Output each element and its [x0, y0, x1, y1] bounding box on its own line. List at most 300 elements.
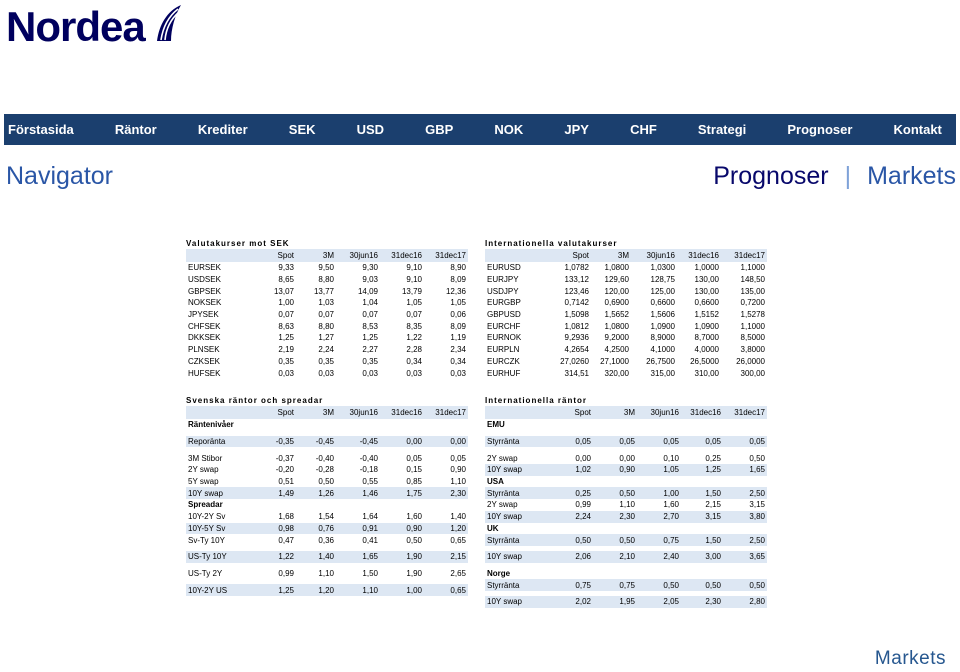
row-label: 10Y swap	[186, 487, 252, 499]
value-cell	[336, 499, 380, 511]
row-label: 10Y-2Y US	[186, 584, 252, 596]
value-cell: 26,7500	[646, 356, 675, 366]
section-label: USA	[487, 477, 504, 487]
table-row	[186, 464, 468, 476]
table-row	[186, 584, 468, 596]
value-cell	[723, 523, 767, 535]
value-cell: 1,00	[278, 298, 294, 308]
table-row	[186, 568, 468, 580]
markets-footer-logo: Markets	[874, 648, 946, 669]
value-cell	[252, 419, 296, 431]
intl-rates-table	[485, 406, 767, 608]
value-cell: 0,03	[362, 368, 378, 378]
nav-chf[interactable]: CHF	[630, 122, 657, 137]
row-label: 10Y-2Y Sv	[188, 512, 226, 522]
value-cell	[424, 499, 468, 511]
value-cell: -0,35	[252, 436, 296, 448]
value-cell: 1,95	[593, 596, 637, 608]
table-row	[485, 436, 767, 448]
table-row	[485, 262, 767, 274]
value-cell: 1,10	[318, 568, 334, 578]
section-row	[485, 419, 767, 431]
value-cell: 2,28	[406, 345, 422, 355]
value-cell: 130,00	[694, 286, 719, 296]
value-cell: -0,40	[359, 453, 378, 463]
value-cell: -0,45	[336, 436, 380, 448]
value-cell	[547, 568, 593, 580]
navigator-title: Navigator	[6, 162, 113, 190]
intl-fx-table	[485, 249, 767, 379]
value-cell: 2,50	[723, 487, 767, 499]
value-cell: 0,05	[593, 436, 637, 448]
table-row	[186, 511, 468, 523]
value-cell: 8,5000	[740, 333, 765, 343]
value-cell: 8,7000	[694, 333, 719, 343]
value-cell: 0,50	[637, 579, 681, 591]
value-cell	[424, 419, 468, 431]
header-cell: 30jun16	[336, 406, 380, 419]
value-cell: 0,6600	[694, 298, 719, 308]
value-cell: 26,5000	[690, 356, 719, 366]
section-row	[485, 523, 767, 535]
value-cell: 8,53	[362, 321, 378, 331]
header-label	[186, 249, 256, 262]
row-label: EURNOK	[487, 333, 522, 343]
value-cell: 0,51	[278, 477, 294, 487]
panel-title: Internationella räntor	[485, 396, 588, 405]
header-label	[485, 249, 545, 262]
value-cell: 1,00	[380, 584, 424, 596]
value-cell: 0,50	[406, 535, 422, 545]
se-rates-panel	[186, 396, 468, 596]
value-cell: 1,10	[336, 584, 380, 596]
value-cell: 1,20	[424, 523, 468, 535]
value-cell: 26,0000	[736, 356, 765, 366]
value-cell: 0,34	[406, 356, 422, 366]
value-cell	[296, 499, 336, 511]
value-cell: 1,0900	[650, 321, 675, 331]
table-header	[485, 406, 767, 419]
value-cell: 1,5606	[650, 310, 675, 320]
table-row	[485, 274, 767, 286]
value-cell: 8,9000	[650, 333, 675, 343]
value-cell: 1,90	[380, 551, 424, 563]
table-body	[485, 262, 767, 379]
value-cell: 0,06	[450, 310, 466, 320]
value-cell: 1,10	[450, 477, 466, 487]
value-cell: 8,09	[450, 321, 466, 331]
value-cell	[681, 523, 723, 535]
value-cell	[547, 523, 593, 535]
row-label: 10Y swap	[485, 551, 547, 563]
table-row	[485, 356, 767, 368]
header-cell: 31dec17	[721, 249, 767, 262]
row-label: JPYSEK	[188, 310, 219, 320]
header-cell: 31dec17	[424, 406, 468, 419]
logo-wordmark: Nordea	[6, 3, 145, 50]
nav-usd[interactable]: USD	[356, 122, 385, 137]
nav-sek[interactable]: SEK	[288, 122, 316, 137]
value-cell: 1,25	[252, 584, 296, 596]
nav-nok[interactable]: NOK	[494, 122, 524, 137]
value-cell: 9,2000	[604, 333, 629, 343]
value-cell: 0,91	[336, 523, 380, 535]
value-cell: 0,90	[450, 465, 466, 475]
value-cell: -0,37	[275, 453, 294, 463]
value-cell: 1,40	[450, 512, 466, 522]
header-cell: 3M	[296, 249, 336, 262]
nordea-logo[interactable]	[6, 4, 185, 50]
value-cell: 0,65	[450, 535, 466, 545]
value-cell	[637, 476, 681, 488]
value-cell: 1,00	[637, 487, 681, 499]
value-cell: 0,65	[424, 584, 468, 596]
value-cell: 1,27	[318, 333, 334, 343]
row-label: EURCZK	[487, 356, 520, 366]
value-cell: 1,26	[296, 487, 336, 499]
value-cell: 0,03	[406, 368, 422, 378]
value-cell: 9,33	[278, 263, 294, 273]
value-cell: 27,0260	[560, 356, 589, 366]
value-cell: 8,09	[450, 275, 466, 285]
value-cell: 0,07	[362, 310, 378, 320]
sek-fx-panel	[186, 239, 468, 379]
value-cell: 0,50	[318, 477, 334, 487]
value-cell: 1,05	[637, 464, 681, 476]
value-cell: 2,02	[547, 596, 593, 608]
value-cell: 133,12	[564, 275, 589, 285]
row-label: EURJPY	[487, 275, 519, 285]
table-body	[485, 419, 767, 608]
value-cell: 0,03	[318, 368, 334, 378]
nav-rantor[interactable]: Räntor	[114, 122, 157, 137]
table-row	[186, 274, 468, 286]
value-cell: 9,10	[406, 263, 422, 273]
header-cell: 3M	[591, 249, 631, 262]
row-label: USDSEK	[188, 275, 221, 285]
value-cell: 2,30	[681, 596, 723, 608]
value-cell: 8,35	[406, 321, 422, 331]
value-cell: 0,05	[406, 453, 422, 463]
value-cell: 314,51	[564, 368, 589, 378]
row-label: EURPLN	[487, 345, 520, 355]
value-cell: 1,02	[547, 464, 593, 476]
nav-kontakt[interactable]: Kontakt	[893, 122, 942, 137]
value-cell: 13,07	[273, 286, 294, 296]
nav-jpy[interactable]: JPY	[564, 122, 589, 137]
value-cell: 1,5652	[604, 310, 629, 320]
value-cell: 0,03	[450, 368, 466, 378]
row-label: EURSEK	[188, 263, 221, 273]
value-cell: 2,19	[278, 345, 294, 355]
section-label: Räntenivåer	[188, 420, 234, 430]
value-cell: 12,36	[445, 286, 466, 296]
value-cell	[723, 419, 767, 431]
value-cell: 1,5278	[740, 310, 765, 320]
table-row	[485, 499, 767, 511]
nav-strategi[interactable]: Strategi	[697, 122, 747, 137]
header-cell: 31dec16	[677, 249, 721, 262]
value-cell: 2,24	[547, 511, 593, 523]
value-cell: 1,50	[362, 568, 378, 578]
value-cell: 0,7142	[564, 298, 589, 308]
value-cell: 0,05	[637, 436, 681, 448]
section-label: EMU	[487, 420, 505, 430]
value-cell: 0,7200	[740, 298, 765, 308]
value-cell: 1,64	[362, 512, 378, 522]
value-cell: 2,15	[705, 500, 721, 510]
section-label: Norge	[487, 568, 511, 578]
header-label	[186, 406, 252, 419]
row-label: 10Y-5Y Sv	[186, 523, 252, 535]
header-cell: 31dec16	[380, 406, 424, 419]
sek-fx-table	[186, 249, 468, 379]
value-cell: 0,15	[406, 465, 422, 475]
value-cell: 1,75	[380, 487, 424, 499]
value-cell: 120,00	[604, 286, 629, 296]
value-cell: 123,46	[564, 286, 589, 296]
value-cell: 300,00	[740, 368, 765, 378]
value-cell: 1,25	[362, 333, 378, 343]
row-label: CHFSEK	[188, 321, 221, 331]
title-separator: |	[844, 162, 852, 190]
value-cell: 3,80	[723, 511, 767, 523]
value-cell: 0,05	[450, 453, 466, 463]
value-cell	[547, 476, 593, 488]
value-cell: 1,5098	[564, 310, 589, 320]
table-row	[186, 262, 468, 274]
value-cell: 2,05	[637, 596, 681, 608]
table-row	[186, 309, 468, 321]
table-row	[485, 285, 767, 297]
value-cell: 0,05	[681, 436, 723, 448]
value-cell: 315,00	[650, 368, 675, 378]
table-row	[186, 344, 468, 356]
value-cell: 0,41	[362, 535, 378, 545]
value-cell: 4,2654	[564, 345, 589, 355]
panel-title: Valutakurser mot SEK	[186, 239, 290, 248]
value-cell: 1,0800	[604, 321, 629, 331]
value-cell: 0,03	[278, 368, 294, 378]
panel-title: Svenska räntor och spreadar	[186, 396, 324, 405]
value-cell	[593, 476, 637, 488]
header-cell: 31dec17	[424, 249, 468, 262]
value-cell	[547, 419, 593, 431]
value-cell: 4,2500	[604, 345, 629, 355]
value-cell: 1,05	[450, 298, 466, 308]
nav-forstasida[interactable]: Förstasida	[8, 122, 74, 137]
value-cell: 0,36	[318, 535, 334, 545]
value-cell: 1,04	[362, 298, 378, 308]
header-cell: 30jun16	[631, 249, 677, 262]
value-cell: 0,25	[547, 487, 593, 499]
value-cell	[637, 419, 681, 431]
row-label: EURGBP	[487, 298, 521, 308]
value-cell: 2,24	[318, 345, 334, 355]
value-cell: 1,05	[406, 298, 422, 308]
row-label: 10Y swap	[485, 596, 547, 608]
row-label: GBPUSD	[487, 310, 521, 320]
section-row	[485, 568, 767, 580]
value-cell: 2,80	[723, 596, 767, 608]
table-row	[485, 320, 767, 332]
value-cell: 0,50	[593, 487, 637, 499]
nav-krediter[interactable]: Krediter	[197, 122, 248, 137]
sail-icon	[149, 3, 185, 43]
value-cell: 8,80	[318, 275, 334, 285]
value-cell: 1,68	[278, 512, 294, 522]
value-cell: 2,06	[547, 551, 593, 563]
value-cell: 2,65	[450, 568, 466, 578]
table-row	[186, 356, 468, 368]
value-cell: 1,25	[681, 464, 723, 476]
header-cell: Spot	[256, 249, 296, 262]
value-cell: 0,99	[575, 500, 591, 510]
value-cell	[637, 568, 681, 580]
markets-label: Markets	[867, 162, 956, 190]
value-cell: 9,30	[362, 263, 378, 273]
section-row	[186, 499, 468, 511]
value-cell: 0,07	[278, 310, 294, 320]
table-row	[485, 534, 767, 546]
value-cell: 2,10	[593, 551, 637, 563]
table-row	[485, 487, 767, 499]
value-cell	[296, 419, 336, 431]
main-nav	[4, 114, 956, 145]
row-label: DKKSEK	[188, 333, 221, 343]
header-cell: 3M	[593, 406, 637, 419]
intl-fx-panel	[485, 239, 767, 379]
value-cell: 8,65	[278, 275, 294, 285]
value-cell: 9,03	[362, 275, 378, 285]
value-cell: 1,0900	[694, 321, 719, 331]
value-cell: 0,50	[593, 534, 637, 546]
table-row	[186, 476, 468, 488]
header-cell: Spot	[252, 406, 296, 419]
value-cell: 13,79	[401, 286, 422, 296]
value-cell: 0,05	[723, 436, 767, 448]
value-cell: 0,00	[380, 436, 424, 448]
value-cell: 0,76	[296, 523, 336, 535]
value-cell: 1,49	[252, 487, 296, 499]
value-cell: 0,50	[681, 579, 723, 591]
value-cell	[593, 419, 637, 431]
header-label	[485, 406, 547, 419]
value-cell	[723, 476, 767, 488]
value-cell: 0,34	[450, 356, 466, 366]
table-row	[186, 367, 468, 379]
row-label: Reporänta	[186, 436, 252, 448]
table-row	[186, 523, 468, 535]
value-cell: 1,1000	[740, 321, 765, 331]
value-cell: 0,90	[593, 464, 637, 476]
value-cell: 0,50	[547, 534, 593, 546]
table-row	[186, 487, 468, 499]
row-label: HUFSEK	[188, 368, 221, 378]
row-label: 2Y swap	[487, 500, 518, 510]
value-cell: 0,35	[318, 356, 334, 366]
nav-gbp[interactable]: GBP	[425, 122, 454, 137]
row-label: Sv-Ty 10Y	[188, 535, 225, 545]
value-cell: 2,34	[450, 345, 466, 355]
value-cell: 1,40	[296, 551, 336, 563]
row-label: Styrränta	[485, 534, 547, 546]
row-label: 5Y swap	[188, 477, 219, 487]
value-cell: 0,47	[278, 535, 294, 545]
value-cell	[637, 523, 681, 535]
value-cell: 8,80	[318, 321, 334, 331]
prognoser-label: Prognoser	[713, 162, 829, 190]
value-cell: 1,54	[318, 512, 334, 522]
value-cell: 1,0782	[564, 263, 589, 273]
value-cell	[681, 568, 723, 580]
table-row	[485, 452, 767, 464]
table-body	[186, 419, 468, 596]
value-cell: 3,65	[723, 551, 767, 563]
value-cell: 1,65	[723, 464, 767, 476]
nav-prognoser[interactable]: Prognoser	[787, 122, 853, 137]
value-cell	[252, 499, 296, 511]
value-cell: -0,45	[296, 436, 336, 448]
table-row	[485, 309, 767, 321]
value-cell: 14,09	[357, 286, 378, 296]
row-label: 2Y swap	[487, 453, 518, 463]
value-cell: 4,0000	[694, 345, 719, 355]
value-cell: 1,46	[336, 487, 380, 499]
header-cell: Spot	[545, 249, 591, 262]
value-cell: 2,50	[723, 534, 767, 546]
value-cell: 3,8000	[740, 345, 765, 355]
value-cell: 27,1000	[600, 356, 629, 366]
row-label: USDJPY	[487, 286, 519, 296]
value-cell: 1,1000	[740, 263, 765, 273]
value-cell: 310,00	[694, 368, 719, 378]
row-label: EURHUF	[487, 368, 521, 378]
row-label: 2Y swap	[188, 465, 219, 475]
header-cell: 30jun16	[637, 406, 681, 419]
value-cell: 0,00	[619, 453, 635, 463]
value-cell: 2,30	[424, 487, 468, 499]
table-row	[186, 320, 468, 332]
se-rates-table	[186, 406, 468, 596]
table-row	[485, 551, 767, 563]
value-cell: 0,75	[547, 579, 593, 591]
value-cell	[681, 476, 723, 488]
table-row	[186, 534, 468, 546]
value-cell	[681, 419, 723, 431]
row-label: NOKSEK	[188, 298, 222, 308]
value-cell: 1,50	[681, 534, 723, 546]
value-cell: 0,10	[663, 453, 679, 463]
value-cell: 1,60	[406, 512, 422, 522]
value-cell: 3,00	[681, 551, 723, 563]
value-cell: -0,40	[315, 453, 334, 463]
value-cell: 1,03	[318, 298, 334, 308]
value-cell: 1,22	[406, 333, 422, 343]
header-cell: 31dec17	[723, 406, 767, 419]
value-cell: -0,28	[315, 465, 334, 475]
table-header	[186, 406, 468, 419]
value-cell	[380, 499, 424, 511]
value-cell: 0,00	[575, 453, 591, 463]
value-cell: 9,50	[318, 263, 334, 273]
table-row	[186, 297, 468, 309]
value-cell	[380, 419, 424, 431]
table-row	[186, 285, 468, 297]
value-cell: 2,40	[637, 551, 681, 563]
value-cell: 8,63	[278, 321, 294, 331]
header-cell: 31dec16	[380, 249, 424, 262]
